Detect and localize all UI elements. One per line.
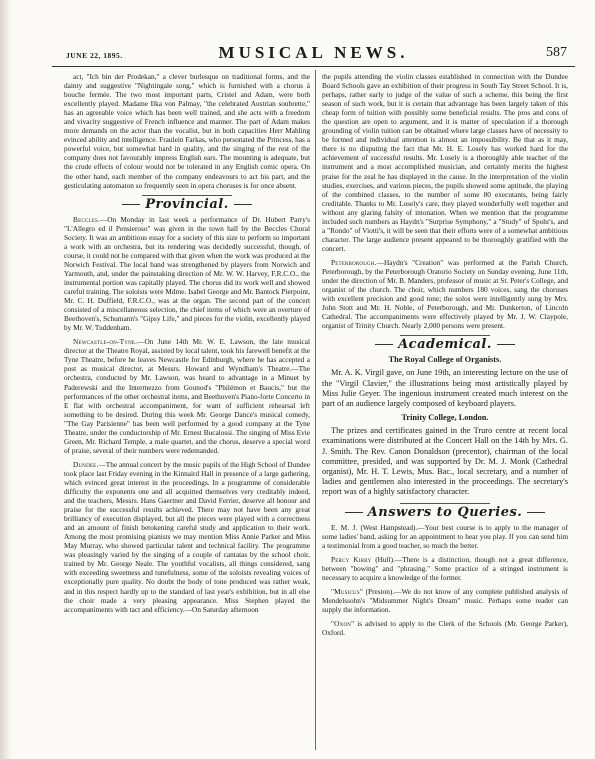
heading-ornament-left: [375, 344, 393, 345]
masthead-title: MUSICAL NEWS.: [218, 43, 409, 62]
answer-item: [322, 555, 568, 582]
section-heading-text: Answers to Queries.: [367, 504, 523, 520]
answer-item: [322, 587, 568, 614]
section-heading-answers: [322, 504, 568, 520]
answer-text: is advised to apply to the Clerk of the Schools (Mr. George Parker), Oxford.: [322, 619, 568, 638]
heading-ornament-right: [234, 204, 252, 205]
page-number: 587: [546, 45, 567, 60]
answer-lead: E. M. J.: [331, 522, 358, 532]
newcastle-lead: Newcastle-on-Tyne.: [73, 337, 138, 347]
beccles-report: [64, 215, 310, 333]
answer-text: (Hull).—There is a distinction, though not a great difference, between "bowing" and "phrasing." Some practice of a stringed instrument is necessary to acquire a knowledge of the former.: [322, 554, 569, 582]
dundee-report: [64, 460, 310, 614]
rco-paragraph: Mr. A. K. Virgil gave, on June 19th, an interesting lecture on the use of the "Virgil Clavier," the illustrations being most artistically played by Miss Julie Geyer. The ingenious instrument created much interest on the part of an audience largely composed of keyboard players.: [322, 368, 568, 409]
rco-heading: The Royal College of Organists.: [388, 355, 502, 365]
beccles-text: —On Monday in last week a performance of Dr. Hubert Parry's "L'Allegro ed il Pensieroso" was given in the town hall by the Beccles Choral Society. It was an ambitious essay for a society of this size to perform so important a work with an orchestra, but its rendering was decidedly successful, though, of course, it could not be compared with that given when the work was produced at the Norwich Festival. The local band was strengthened by players from Norwich and Yarmouth, and, under the painstaking direction of Mr. W. W. Harvey, F.R.C.O., the instrumental portion was capitally played. The chorus did its work well and showed careful training. The soloists were Mdme. Isabel George and Mr. Bantock Pierpoint, Mr. C. H. Duffield, F.R.C.O., was at the organ. The second part of the concert consisted of a miscellaneous selection, the chief items of which were an overture of Beethoven's, Schumann's "Gipsy Life," and pieces for the violin, excellently played by Mr. W. Tuddenham.: [64, 214, 310, 333]
peterborough-report: [322, 258, 568, 330]
right-column: [322, 72, 568, 637]
dundee-lead: Dundee.: [73, 459, 99, 469]
dundee-continued-paragraph: the pupils attending the violin classes established in connection with the Dundee Board Schools gave an exhibition of their progress in South Tay Street School. It is, perhaps, rather early to judge of the value of such a scheme, this being the first season of such work, but it is certain that advantage has been largely taken of this cheap form of tuition with possibly some beneficial results. The pros and cons of the question are open to argument, and it is matter of speculation if a thorough grounding of violin tuition can be obtained where large classes have of necessity to be formed and individual attention is almost an impossibility. Be that as it may, there is no disputing the fact that Mr. H. E. Losely has worked hard for the achievement of successful results. Mr. Losely is a thoroughly able teacher of the instrument and a most accomplished musician, and certainly merits the highest praise for the zeal he has displayed in the cause. In the interpretation of the violin studies, exercises, and various pieces, the pupils showed some aptitude, the playing of the combined classes, to the number of some 80 executants, being fairly creditable. Thanks to Mr. Losely's care, they played wonderfully well together and without any glaring falsity of intonation. When we mention that the programme included such numbers as Haydn's "Surprise Symphony," a "Study" of Spohr's, and a "Rondo" of Viotti's, it will be seen that their efforts were of a somewhat ambitious character. The large audience present appeared to be thoroughly gratified with the concert.: [322, 72, 568, 253]
answer-item: [322, 619, 568, 637]
newcastle-report: [64, 337, 310, 455]
section-heading-provincial: [64, 196, 310, 212]
answer-text: (West Hampstead).—Your best course is to apply to the manager of some ladies' band, asking for an appointment to hear you play. If you can send him a testimonial from a good teacher, so much the better.: [322, 522, 569, 550]
left-column: [64, 72, 310, 614]
peterborough-text: —Haydn's "Creation" was performed at the Parish Church, Peterborough, by the Peterborough Oratorio Society on Sunday evening, June 11th, under the direction of Mr. B. Manders, professor of music at St. Peter's College, and organist of the church. The choir, which numbers 180 voices, sang the choruses with excellent precision and good tone; the solos were intelligently sung by Mrs. John Stott and Mr. H. Noble, of Peterborough, and Mr. Dunkerton, of Lincoln Cathedral. The accompaniments were effectively played by Mr. J. W. Claypole, organist of Trinity Church. Nearly 2,000 persons were present.: [322, 257, 568, 331]
dundee-text: —The annual concert by the music pupils of the High School of Dundee took place last Friday evening in the Kinnaird Hall in presence of a large gathering, which evinced great interest in the proceedings. In a programme of considerable difficulty the exponents one and all acquitted themselves very creditably indeed, and the teachers, Messrs. Hans Gaertner and David Ferrier, deserve all honour and praise for the successful results achieved. There may not have been any great brilliancy of execution displayed, but all the pieces were played with a correctness and an amount of finish betokening careful study and application to their work. Among the most promising pianists we may mention Miss Annie Parker and Miss May Murray, who showed particular talent and technical facility. The programme was pleasingly varied by the singing of a couple of cantatas by the school choir, trained by Mr. George Neale. The youthful vocalists, all things considered, sang with exceeding sweetness and tunefulness, some of the soloists revealing voices of exceptionally pure quality. No doubt the body of tone produced was rather weak, and in this respect hardly up to the standard of last year's exhibition, but in all else the choir made a very pleasing appearance. Miss Stephen played the accompaniments with tact and efficiency.—On Saturday afternoon: [64, 459, 310, 614]
opera-review-paragraph: act, "Ich bin der Prodekan," a clever burlesque on traditional forms, and the dainty and suggestive "Nightingale song," which is furnished with a chorus à bouche fermée. The two most important parts, Cristel and Adam, were both excellently played. Madame Ilka von Palmay, "the celebrated Austrian soubrette," has an agreeable voice which has been well trained, and she acts with a freedom and vivacity suggestive of French influence and manner. The part of Adam makes more demands on the actor than the vocalist, but in both capacities Herr Mahling evinced ability and intelligence. Fraulein Farkas, who personated the Princess, has a powerful voice, but somewhat hard in quality, and the singing of the rest of the company does not favourably impress English ears. The mounting is adequate, but the crude effects of colour would not be tolerated in any English comic opera. On the other hand, each member of the company endeavours to act his part, and the gesticulating automaton so frequently seen in opera choruses is for once absent.: [64, 72, 310, 190]
answer-text: (Preston).—We do not know of any complete published analysis of Mendelssohn's "Midsummer Night's Dream" music. Perhaps some reader can supply the information.: [322, 587, 568, 615]
issue-date: JUNE 22, 1895.: [66, 51, 123, 60]
section-heading-text: Provincial.: [145, 196, 229, 212]
page-binding-edge: [0, 0, 12, 759]
column-divider: [315, 70, 316, 750]
heading-ornament-right: [527, 512, 545, 513]
answer-lead: "Oxon": [331, 619, 355, 629]
heading-ornament-left: [345, 512, 363, 513]
peterborough-lead: Peterborough.: [331, 257, 377, 267]
heading-ornament-right: [497, 344, 515, 345]
trinity-paragraph: The prizes and certificates gained in the Truro centre at recent local examinations were distributed at the Concert Hall on the 14th by Mrs. G. J. Smith. The Rev. Canon Donaldson (precentor), chairman of the local committee, presided, and was supported by Dr. M. J. Monk (Cathedral organist), Mr. H. T. Lewis, Mus. Bac., local secretary, and a number of ladies and gentlemen also interested in the proceedings. The secretary's report was of a highly satisfactory character.: [322, 426, 568, 497]
answer-lead: Percy Kirby: [331, 554, 372, 564]
section-rule: [400, 503, 490, 504]
page-header: [52, 40, 575, 67]
beccles-lead: Beccles.: [73, 214, 100, 224]
heading-ornament-left: [122, 204, 140, 205]
section-rule: [142, 195, 232, 196]
answer-item: [322, 523, 568, 550]
section-rule: [400, 335, 490, 336]
section-heading-text: Academical.: [398, 337, 492, 353]
section-heading-academical: [322, 337, 568, 353]
trinity-heading: Trinity College, London.: [401, 413, 489, 423]
newcastle-text: —On June 14th Mr. W. E. Lawson, the late musical director at the Theatre Royal, assisted by local talent, took his farewell benefit at the Tyne Theatre, before he leaves Newcastle for Edinburgh, where he has accepted a post as musical director, at Messrs. Howard and Wyndham's Theatre.—The orchestra, conducted by Mr. Lawson, was heard to advantage in a Minuet by Paderewski and the Intermezzo from Gounod's "Philémon et Baucis," but the performances of the other orchestral items, and Beethoven's Piano-forte Concerto in E flat with orchestral accompaniment, for want of sufficient rehearsal left something to be desired. During this week Mr. George Dance's musical comedy, "The Gay Parisienne" has been well performed by a good company at the Tyne Theatre, under the conductorship of Mr. Ernest Bucalossi. The singing of Miss Evie Green, Mr. Richard Temple, a male quartet, and the chorus, deserve a special word of praise, several of their numbers were redemanded.: [64, 337, 310, 455]
answer-lead: "Musicus": [331, 587, 364, 597]
